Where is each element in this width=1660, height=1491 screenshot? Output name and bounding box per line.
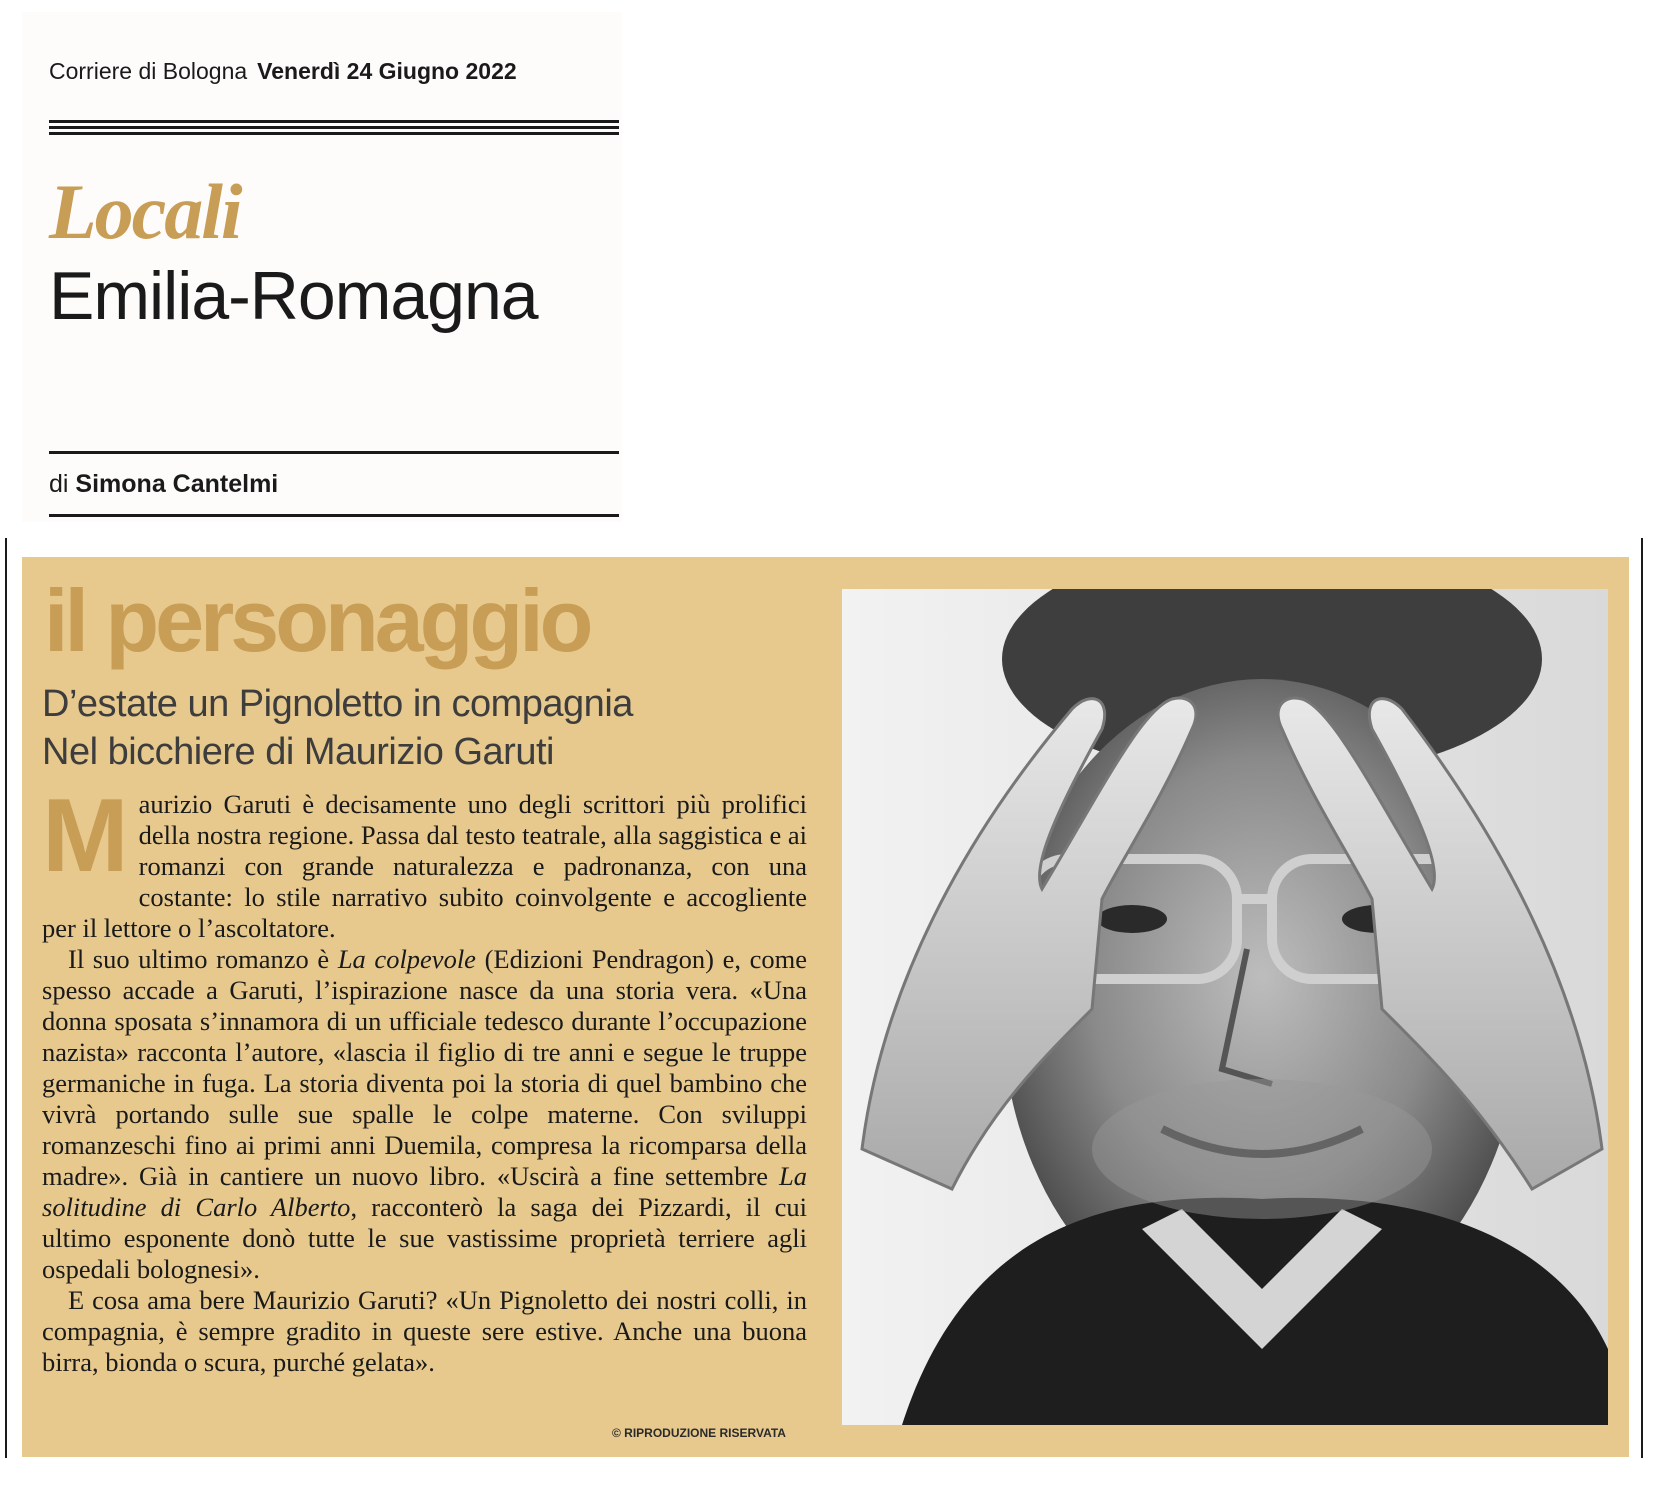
paragraph-3: E cosa ama bere Maurizio Garuti? «Un Pignoletto dei nostri colli, in compagnia, è sempre gradito in queste sere estive. Anche una buona birra, bionda o scura, purché gelata». (42, 1285, 807, 1377)
byline-rule-bottom (49, 514, 619, 517)
article-kicker: il personaggio (44, 571, 590, 670)
paragraph-2-text-a: Il suo ultimo romanzo è (68, 944, 338, 974)
paragraph-2-text-c: , racconterò la saga dei Pizzardi, il cui ultimo esponente donò tutte le sue vastissime proprietà terriere agli ospedali bolognesi». (42, 1192, 808, 1284)
page-edge-right (1641, 538, 1643, 1458)
author-portrait-photo (842, 589, 1608, 1425)
article-box (22, 557, 1629, 1457)
paragraph-1 (42, 778, 807, 944)
byline (49, 470, 278, 499)
section-kicker: Locali (49, 168, 241, 255)
issue-date: Venerdì 24 Giugno 2022 (257, 58, 517, 84)
page-edge-left (5, 538, 7, 1458)
masthead-line (49, 58, 517, 85)
copyright-credit: © RIPRODUZIONE RISERVATA (612, 1426, 786, 1440)
page-header (22, 12, 622, 522)
byline-rule-top (49, 451, 619, 454)
article-body (42, 778, 808, 1378)
byline-prefix: di (49, 470, 69, 498)
newspaper-name: Corriere di Bologna (49, 58, 248, 84)
drop-cap: M (42, 778, 129, 894)
paragraph-2-text-b: (Edizioni Pendragon) e, come spesso accade a Garuti, l’ispirazione nasce da una storia vera. «Una donna sposata s’innamora di un ufficiale tedesco durante l’occupazione nazista» racconta l’autore, «lascia il figlio di tre anni e segue le truppe germaniche in fuga. La storia diventa poi la storia di quel bambino che vivrà portando sulle sue spalle le colpe materne. Con sviluppi romanzeschi fino ai primi anni Duemila, compresa la ricomparsa della madre». Già in cantiere un nuovo libro. «Uscirà a fine settembre (42, 944, 807, 1191)
paragraph-1-text: aurizio Garuti è decisamente uno degli scrittori più prolifici della nostra regione. Passa dal testo teatrale, alla saggistica e ai romanzi con grande naturalezza e padronanza, con una costante: lo stile narrativo subito coinvolgente e accogliente per il lettore o l’ascoltatore. (42, 789, 807, 943)
article-headline (42, 680, 802, 776)
header-rule (49, 120, 619, 138)
section-title: Emilia-Romagna (49, 258, 538, 334)
paragraph-2 (42, 944, 807, 1285)
headline-line-1: D’estate un Pignoletto in compagnia (42, 683, 633, 725)
byline-author: Simona Cantelmi (75, 470, 279, 498)
book-title-1: La colpevole (337, 944, 476, 974)
headline-line-2: Nel bicchiere di Maurizio Garuti (42, 731, 554, 773)
book-title-2: La solitudine di Carlo Alberto (42, 1161, 807, 1222)
